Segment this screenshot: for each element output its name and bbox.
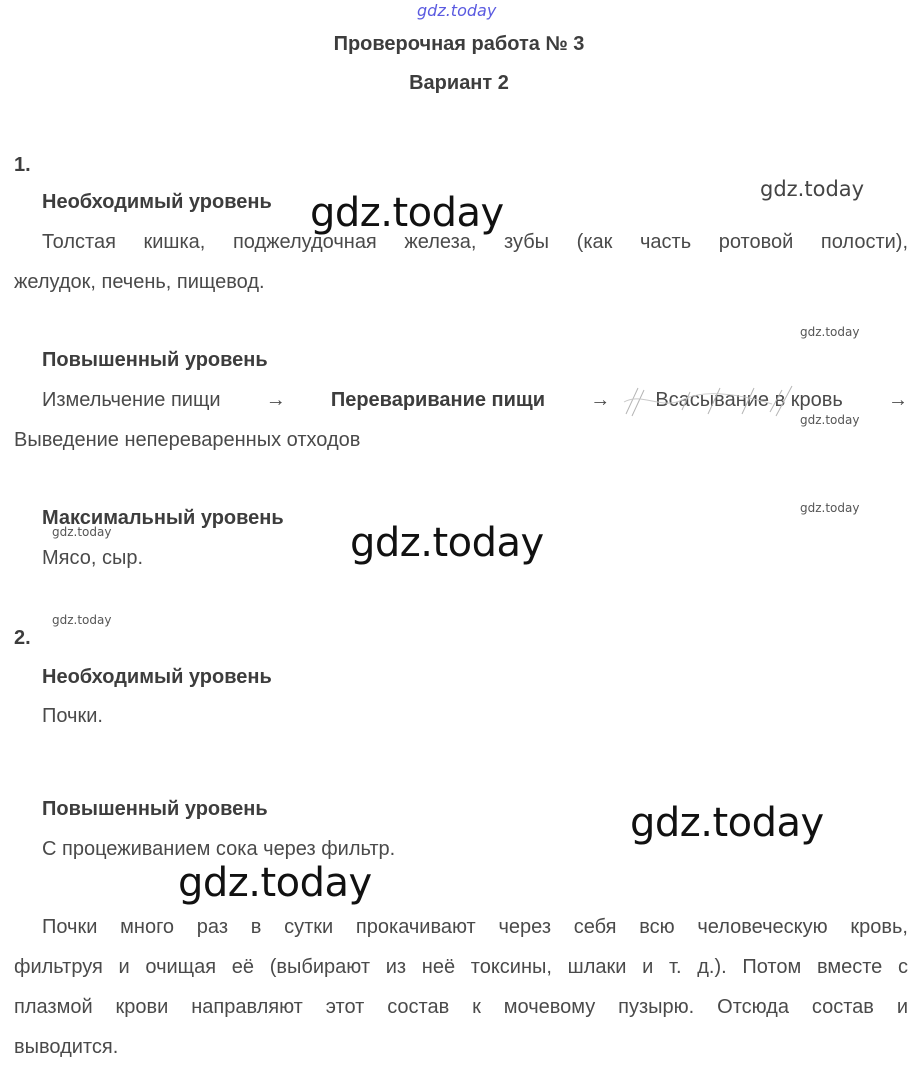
watermark-small-4: gdz.today [52, 525, 112, 539]
task-1-advanced-label: Повышенный уровень [42, 349, 268, 371]
watermark-big-4: gdz.today [178, 860, 372, 906]
chain-step-2: Переваривание пищи [330, 389, 546, 411]
page-title: Проверочная работа № 3 [333, 33, 585, 55]
watermark-small-5: gdz.today [52, 613, 112, 627]
chain-step-3: Всасывание в кровь [655, 389, 843, 411]
chain-arrow-2: → [590, 389, 611, 411]
watermark-top: gdz.today [417, 1, 497, 20]
scribble-mark [622, 380, 802, 422]
watermark-mid-1: gdz.today [760, 177, 865, 201]
watermark-small-2: gdz.today [800, 413, 860, 427]
variant-title: Вариант 2 [409, 72, 509, 94]
task-1-required-line-1: Толстая кишка, поджелудочная железа, зубы (как часть ротовой полости), [42, 231, 908, 253]
watermark-big-2: gdz.today [350, 520, 544, 566]
task-1-required-line-2: желудок, печень, пищевод. [14, 271, 265, 293]
task-2-required-label: Необходимый уровень [42, 666, 272, 688]
chain-step-4: Выведение непереваренных отходов [14, 429, 361, 451]
watermark-big-3: gdz.today [630, 800, 824, 846]
task-1-maximum-label: Максимальный уровень [42, 507, 284, 529]
watermark-small-3: gdz.today [800, 501, 860, 515]
task-1-number: 1. [14, 154, 31, 176]
task-2-number: 2. [14, 627, 31, 649]
task-2-advanced-answer: С процеживанием сока через фильтр. [42, 838, 396, 860]
chain-arrow-1: → [265, 389, 286, 411]
watermark-big-1: gdz.today [310, 190, 504, 236]
task-1-required-label: Необходимый уровень [42, 191, 272, 213]
task-2-paragraph-line-3: плазмой крови направляют этот состав к мочевому пузырю. Отсюда состав и [14, 996, 908, 1018]
task-2-paragraph-line-4: выводится. [14, 1036, 119, 1058]
task-2-paragraph-line-2: фильтруя и очищая её (выбирают из неё токсины, шлаки и т. д.). Потом вместе с [14, 956, 908, 978]
task-2-paragraph-line-1: Почки много раз в сутки прокачивают через себя всю человеческую кровь, [42, 916, 908, 938]
chain-step-1: Измельчение пищи [42, 389, 221, 411]
watermark-small-1: gdz.today [800, 325, 860, 339]
task-2-advanced-label: Повышенный уровень [42, 798, 268, 820]
task-2-required-answer: Почки. [42, 705, 103, 727]
task-1-maximum-answer: Мясо, сыр. [42, 547, 144, 569]
chain-arrow-3: → [887, 389, 908, 411]
